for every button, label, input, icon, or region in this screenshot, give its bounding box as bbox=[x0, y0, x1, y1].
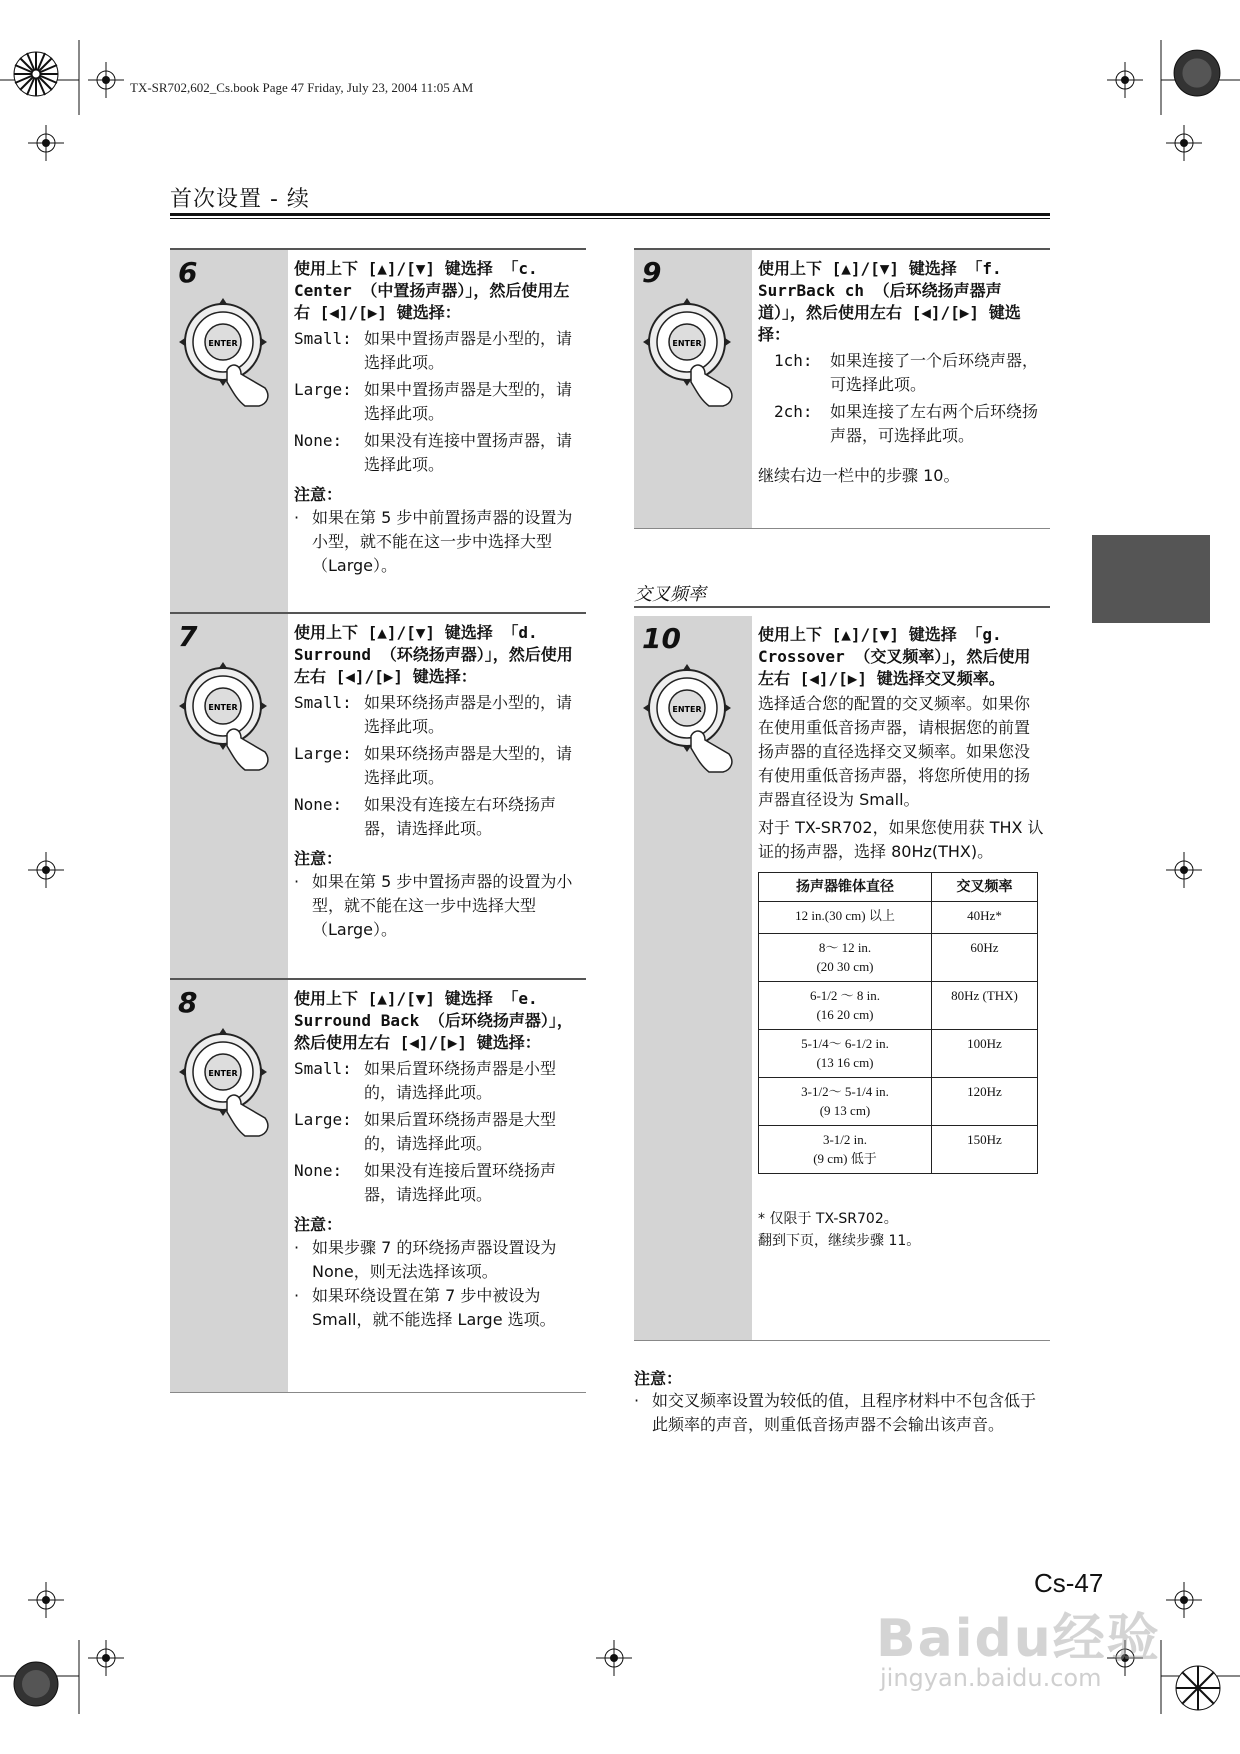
step-number: 6 bbox=[178, 256, 198, 289]
crosshair-icon bbox=[1166, 125, 1202, 161]
sunburst-mark-bottom-right bbox=[1174, 1664, 1222, 1712]
cell-frequency: 100Hz bbox=[932, 1030, 1038, 1078]
remote-dial-icon bbox=[175, 656, 283, 776]
cell-diameter: 8～ 12 in. (20 30 cm) bbox=[759, 934, 932, 982]
option-large: Large: 如果中置扬声器是大型的，请选择此项。 bbox=[294, 380, 573, 423]
crosshair-icon bbox=[88, 62, 124, 98]
step-10 bbox=[634, 616, 1050, 1341]
note-heading: 注意： bbox=[294, 485, 343, 504]
table-row bbox=[759, 934, 1038, 982]
crosshair-icon bbox=[1166, 852, 1202, 888]
table-header: 扬声器锥体直径 bbox=[759, 873, 932, 902]
cell-frequency: 120Hz bbox=[932, 1078, 1038, 1126]
step-instruction: 使用上下 [▲]/[▼] 键选择 「f. SurrBack ch （后环绕扬声器声道）」，然后使用左右 [◀]/[▶] 键选择： bbox=[758, 259, 1021, 344]
option-small: Small: 如果环绕扬声器是小型的，请选择此项。 bbox=[294, 693, 573, 736]
cell-diameter: 3-1/2 in. (9 cm) 低于 bbox=[759, 1126, 932, 1174]
step-number: 9 bbox=[642, 256, 662, 289]
cell-frequency: 60Hz bbox=[932, 934, 1038, 982]
crosshair-icon bbox=[28, 852, 64, 888]
svg-text:ENTER: ENTER bbox=[672, 705, 702, 714]
table-row bbox=[759, 982, 1038, 1030]
step-instruction: 使用上下 [▲]/[▼] 键选择 「e. Surround Back （后环绕扬声器）」，然后使用左右 [◀]/[▶] 键选择： bbox=[294, 989, 573, 1052]
watermark-url: jingyan.baidu.com bbox=[880, 1664, 1102, 1692]
watermark-logo: Baidu经验 bbox=[876, 1609, 1161, 1669]
step-instruction: 使用上下 [▲]/[▼] 键选择 「g. Crossover （交叉频率）」，然后使用左右 [◀]/[▶] 键选择交叉频率。 bbox=[758, 625, 1031, 688]
svg-text:ENTER: ENTER bbox=[208, 1069, 238, 1078]
table-row bbox=[759, 1126, 1038, 1174]
remote-dial-icon bbox=[175, 292, 283, 412]
turn-page-note: 翻到下页，继续步骤 11。 bbox=[758, 1233, 921, 1249]
note-item: · 如交叉频率设置为较低的值，且程序材料中不包含低于此频率的声音，则重低音扬声器不会输出该声音。 bbox=[634, 1391, 1037, 1434]
sunburst-mark-top-right bbox=[1172, 48, 1222, 98]
step-6 bbox=[170, 248, 586, 613]
note-heading: 注意： bbox=[634, 1369, 683, 1388]
step-number: 8 bbox=[178, 986, 198, 1019]
remote-dial-icon bbox=[175, 1022, 283, 1142]
svg-text:ENTER: ENTER bbox=[208, 339, 238, 348]
option-none: None: 如果没有连接左右环绕扬声器，请选择此项。 bbox=[294, 795, 557, 838]
step-9 bbox=[634, 248, 1050, 529]
heading-rule bbox=[634, 606, 1050, 608]
option-small: Small: 如果后置环绕扬声器是小型的，请选择此项。 bbox=[294, 1059, 557, 1102]
crosshair-icon bbox=[1166, 1582, 1202, 1618]
table-row bbox=[759, 1078, 1038, 1126]
table-row bbox=[759, 902, 1038, 934]
note-heading: 注意： bbox=[294, 849, 343, 868]
note-item: · 如果环绕设置在第 7 步中被设为 Small，就不能选择 Large 选项。 bbox=[294, 1286, 556, 1329]
chapter-tab bbox=[1092, 535, 1210, 623]
option-2ch: 2ch: 如果连接了左右两个后环绕扬声器，可选择此项。 bbox=[774, 402, 1039, 445]
title-rule-thick bbox=[170, 213, 1050, 216]
option-small: Small: 如果中置扬声器是小型的，请选择此项。 bbox=[294, 329, 573, 372]
remote-dial-icon bbox=[639, 292, 747, 412]
crosshair-icon bbox=[28, 125, 64, 161]
crossover-table bbox=[758, 872, 1038, 1174]
step-number: 7 bbox=[178, 620, 198, 653]
footnote: * 仅限于 TX-SR702。 bbox=[758, 1211, 898, 1227]
step-instruction: 使用上下 [▲]/[▼] 键选择 「d. Surround （环绕扬声器）」，然后使用左右 [◀]/[▶] 键选择： bbox=[294, 623, 573, 686]
svg-text:ENTER: ENTER bbox=[672, 339, 702, 348]
cell-diameter: 12 in.(30 cm) 以上 bbox=[759, 902, 932, 934]
note-item: · 如果步骤 7 的环绕扬声器设置设为 None，则无法选择该项。 bbox=[294, 1238, 557, 1281]
sunburst-mark-bottom-left bbox=[12, 1660, 60, 1708]
note-item: · 如果在第 5 步中前置扬声器的设置为小型，就不能在这一步中选择大型 （Large）。 bbox=[294, 508, 573, 575]
step-paragraph: 对于 TX-SR702，如果您使用获 THX 认证的扬声器，选择 80Hz(THX)。 bbox=[758, 818, 1044, 861]
cell-diameter: 5-1/4～ 6-1/2 in. (13 16 cm) bbox=[759, 1030, 932, 1078]
title-rule-thin bbox=[170, 218, 1050, 219]
step-instruction: 使用上下 [▲]/[▼] 键选择 「c. Center （中置扬声器）」，然后使用左右 [◀]/[▶] 键选择： bbox=[294, 259, 570, 322]
section-title: 首次设置 - 续 bbox=[170, 187, 310, 212]
cell-frequency: 80Hz (THX) bbox=[932, 982, 1038, 1030]
print-header: TX-SR702,602_Cs.book Page 47 Friday, July 23, 2004 11:05 AM bbox=[130, 80, 474, 95]
note-heading: 注意： bbox=[294, 1215, 343, 1234]
crossover-heading: 交叉频率 bbox=[634, 584, 706, 605]
step-8 bbox=[170, 978, 586, 1393]
sunburst-mark-top-left bbox=[12, 50, 60, 98]
crosshair-icon bbox=[88, 1640, 124, 1676]
option-large: Large: 如果后置环绕扬声器是大型的，请选择此项。 bbox=[294, 1110, 557, 1153]
crosshair-icon bbox=[596, 1640, 632, 1676]
step-number: 10 bbox=[642, 622, 681, 655]
crosshair-icon bbox=[28, 1582, 64, 1618]
cell-diameter: 3-1/2～ 5-1/4 in. (9 13 cm) bbox=[759, 1078, 932, 1126]
page-number: Cs-47 bbox=[1034, 1568, 1104, 1598]
option-large: Large: 如果环绕扬声器是大型的，请选择此项。 bbox=[294, 744, 573, 787]
option-none: None: 如果没有连接后置环绕扬声器，请选择此项。 bbox=[294, 1161, 557, 1204]
continue-note: 继续右边一栏中的步骤 10。 bbox=[758, 466, 960, 485]
cell-diameter: 6-1/2 ～ 8 in. (16 20 cm) bbox=[759, 982, 932, 1030]
bottom-note bbox=[634, 1360, 1050, 1437]
cell-frequency: 150Hz bbox=[932, 1126, 1038, 1174]
table-row bbox=[759, 1030, 1038, 1078]
remote-dial-icon bbox=[639, 658, 747, 778]
crosshair-icon bbox=[1107, 62, 1143, 98]
svg-text:ENTER: ENTER bbox=[208, 703, 238, 712]
table-header: 交叉频率 bbox=[932, 873, 1038, 902]
step-7 bbox=[170, 612, 586, 979]
cell-frequency: 40Hz* bbox=[932, 902, 1038, 934]
step-paragraph: 选择适合您的配置的交叉频率。如果你在使用重低音扬声器，请根据您的前置扬声器的直径选择交叉频率。如果您没有使用重低音扬声器，将您所使用的扬声器直径设为 Small。 bbox=[758, 694, 1031, 809]
option-none: None: 如果没有连接中置扬声器，请选择此项。 bbox=[294, 431, 573, 474]
option-1ch: 1ch: 如果连接了一个后环绕声器，可选择此项。 bbox=[774, 351, 1039, 394]
note-item: · 如果在第 5 步中置扬声器的设置为小型，就不能在这一步中选择大型 （Large）。 bbox=[294, 872, 573, 939]
